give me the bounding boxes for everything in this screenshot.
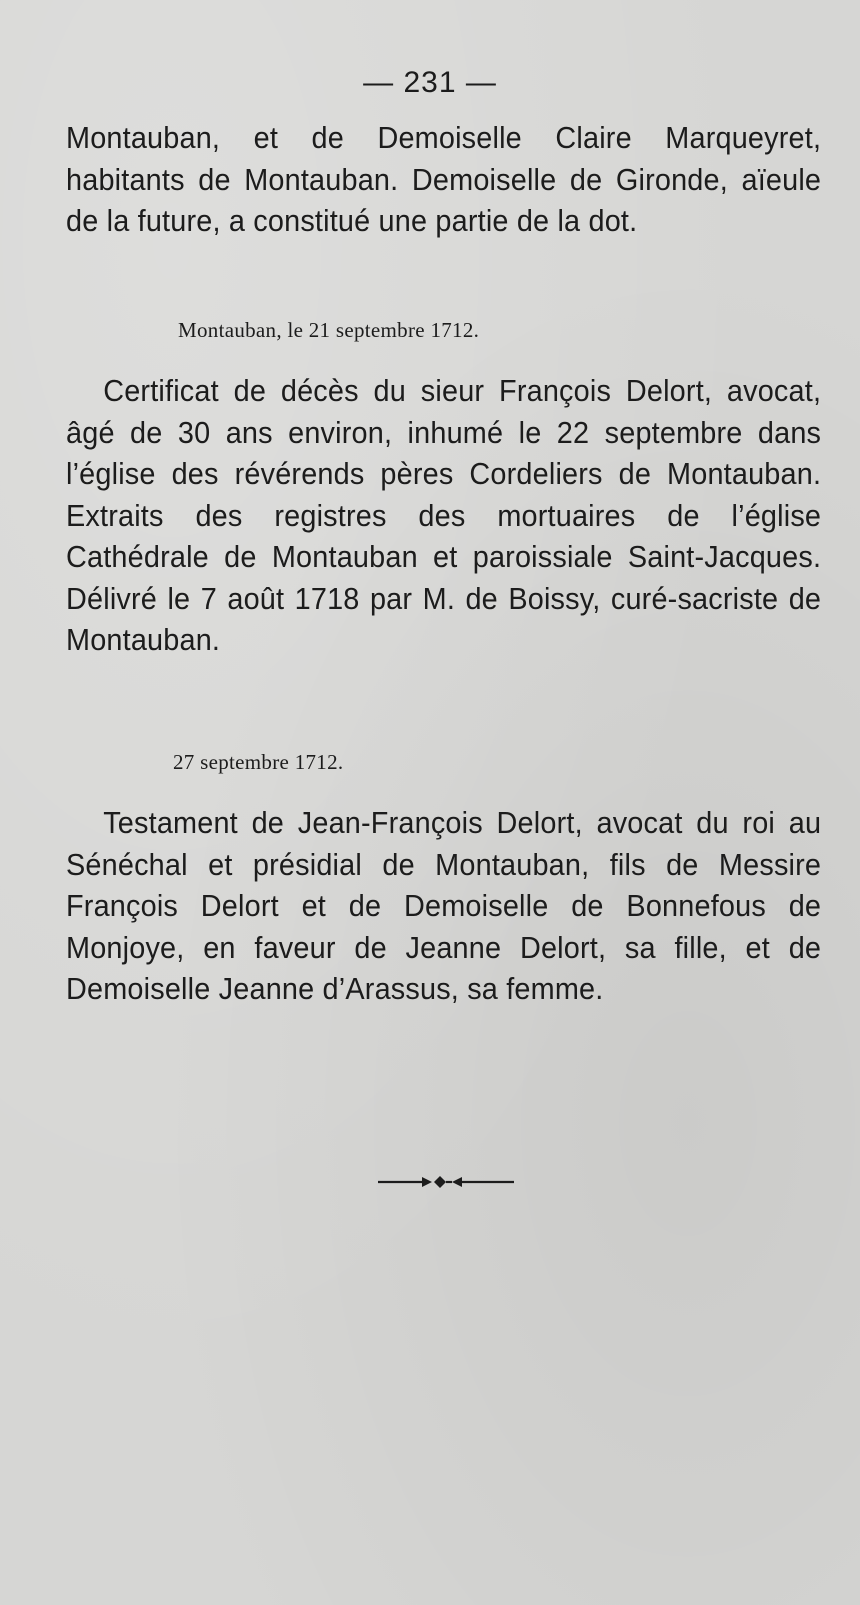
entry-date-heading: Montauban, le 21 septembre 1712. <box>178 318 480 342</box>
entry-text: Montauban, et de Demoiselle Claire Marqueyret, habitants de Montauban. Demoiselle de Gironde, aïeule de la future, a constitué une partie de la dot. <box>66 120 822 238</box>
page-number: — 231 — <box>363 66 497 99</box>
entry-date-heading: 27 septembre 1712. <box>173 750 344 774</box>
entry-death-certificate <box>66 370 821 661</box>
entry-text: Certificat de décès du sieur François Delort, avocat, âgé de 30 ans environ, inhumé le 22 septembre dans l’église des révérends pères Cordeliers de Montauban. Extraits des registres des mortuaires de l’église Cathédrale de Montauban et paroissiale Saint-Jacques. Délivré le 7 août 1718 par M. de Boissy, curé-sacriste de Montauban. <box>66 373 822 657</box>
entry-testament <box>66 802 821 1010</box>
entry-text: Testament de Jean-François Delort, avocat du roi au Sénéchal et présidial de Montauban, fils de Messire François Delort et de Demoiselle de Bonnefous de Monjoye, en faveur de Jeanne Delort, sa fille, et de Demoiselle Jeanne d’Arassus, sa femme. <box>66 805 822 1006</box>
end-of-chapter-ornament-icon <box>378 1172 514 1192</box>
entry-continuation-text <box>66 117 821 242</box>
